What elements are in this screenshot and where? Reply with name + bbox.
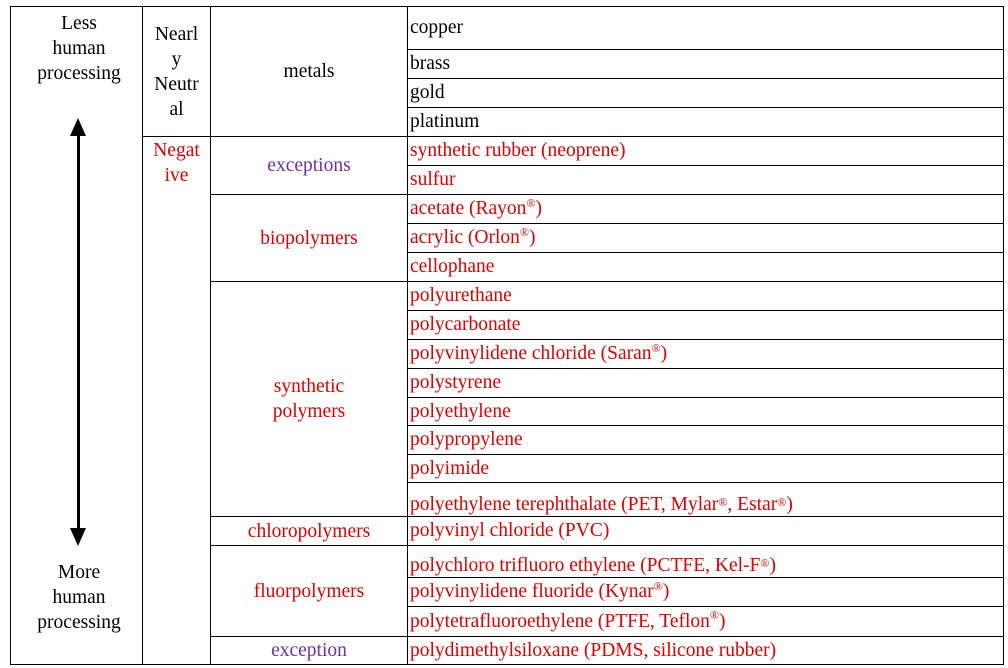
registered-mark: ® xyxy=(526,195,536,210)
material-text: polyvinylidene chloride (Saran xyxy=(410,343,652,364)
material-text: , Estar xyxy=(727,494,778,515)
material-11 xyxy=(410,340,667,368)
material-text: polystyrene xyxy=(410,372,501,393)
material-text: acrylic (Orlon xyxy=(410,227,520,248)
arrow-head-down xyxy=(70,528,86,546)
material-1 xyxy=(410,50,450,78)
charge-label: Nearl y Neutr al xyxy=(154,23,199,120)
registered-mark: ® xyxy=(777,495,787,509)
material-text: brass xyxy=(410,53,451,74)
registered-mark: ® xyxy=(718,495,728,509)
material-text: polyethylene xyxy=(410,400,511,422)
material-21 xyxy=(410,637,776,664)
material-text: polypropylene xyxy=(410,429,523,450)
category-label: fluorpolymers xyxy=(253,580,365,602)
material-20 xyxy=(410,607,726,636)
category-label: exceptions xyxy=(267,155,351,176)
material-text: polyvinylidene fluoride (Kynar xyxy=(410,581,654,602)
material-text: ) xyxy=(769,555,777,576)
material-18 xyxy=(410,546,776,577)
material-text: polydimethylsiloxane (PDMS, silicone rubber) xyxy=(410,639,777,661)
material-text: acetate (Rayon xyxy=(410,198,527,219)
material-text: polyurethane xyxy=(410,285,512,306)
charge-label: Negat ive xyxy=(153,140,200,186)
table-border-left xyxy=(10,6,11,664)
charge-divider xyxy=(142,136,210,137)
material-text: gold xyxy=(410,82,445,103)
material-19 xyxy=(410,578,669,606)
category-label: biopolymers xyxy=(260,227,358,249)
material-5 xyxy=(410,166,456,194)
material-13 xyxy=(410,398,511,425)
row-divider xyxy=(407,49,1003,50)
table-border-right xyxy=(1003,6,1004,664)
material-text: polyethylene terephthalate (PET, Mylar xyxy=(410,494,719,515)
row-divider xyxy=(407,252,1003,253)
material-2 xyxy=(410,79,445,107)
material-text: cellophane xyxy=(410,256,495,277)
row-divider xyxy=(407,165,1003,166)
material-3 xyxy=(410,108,479,136)
material-10 xyxy=(410,311,520,339)
registered-mark: ® xyxy=(519,224,530,239)
material-15 xyxy=(410,455,489,482)
material-text: polycarbonate xyxy=(410,314,521,335)
category-label: exception xyxy=(271,640,347,661)
material-text: ) xyxy=(719,610,726,632)
material-text: ) xyxy=(529,227,536,248)
material-4 xyxy=(410,137,626,165)
arrow-shaft xyxy=(77,134,80,530)
material-17 xyxy=(410,517,609,545)
table-border-bottom xyxy=(10,664,1004,665)
row-divider xyxy=(407,107,1003,108)
material-7 xyxy=(410,224,536,252)
material-6 xyxy=(410,195,542,223)
registered-mark: ® xyxy=(651,340,661,355)
scale-top-label: Less human processing xyxy=(37,12,121,84)
row-divider xyxy=(407,454,1003,455)
registered-mark: ® xyxy=(653,578,663,593)
material-9 xyxy=(410,282,512,310)
material-12 xyxy=(410,369,501,397)
registered-mark: ® xyxy=(709,608,720,622)
scale-bottom-label: More human processing xyxy=(37,561,121,633)
material-0 xyxy=(410,7,463,49)
category-label: chloropolymers xyxy=(247,520,371,542)
material-text: synthetic rubber (neoprene) xyxy=(410,140,626,161)
registered-mark: ® xyxy=(760,556,770,570)
material-text: ) xyxy=(535,198,543,219)
column-divider xyxy=(407,6,408,664)
material-text: ) xyxy=(660,343,668,364)
material-8 xyxy=(410,253,494,281)
material-text: polytetrafluoroethylene (PTFE, Teflon xyxy=(410,610,710,632)
material-text: polyvinyl chloride (PVC) xyxy=(410,520,610,541)
row-divider xyxy=(407,78,1003,79)
category-label: metals xyxy=(283,61,335,82)
material-16 xyxy=(410,483,793,516)
material-text: polyimide xyxy=(410,457,490,479)
material-text: sulfur xyxy=(410,169,456,190)
material-text: platinum xyxy=(410,111,480,132)
material-text: ) xyxy=(786,494,793,515)
material-14 xyxy=(410,426,523,454)
material-text: polychloro trifluoro ethylene (PCTFE, Kel-F xyxy=(410,555,761,576)
category-label: synthetic polymers xyxy=(272,376,346,422)
material-text: ) xyxy=(662,581,670,602)
material-text: copper xyxy=(410,17,464,38)
